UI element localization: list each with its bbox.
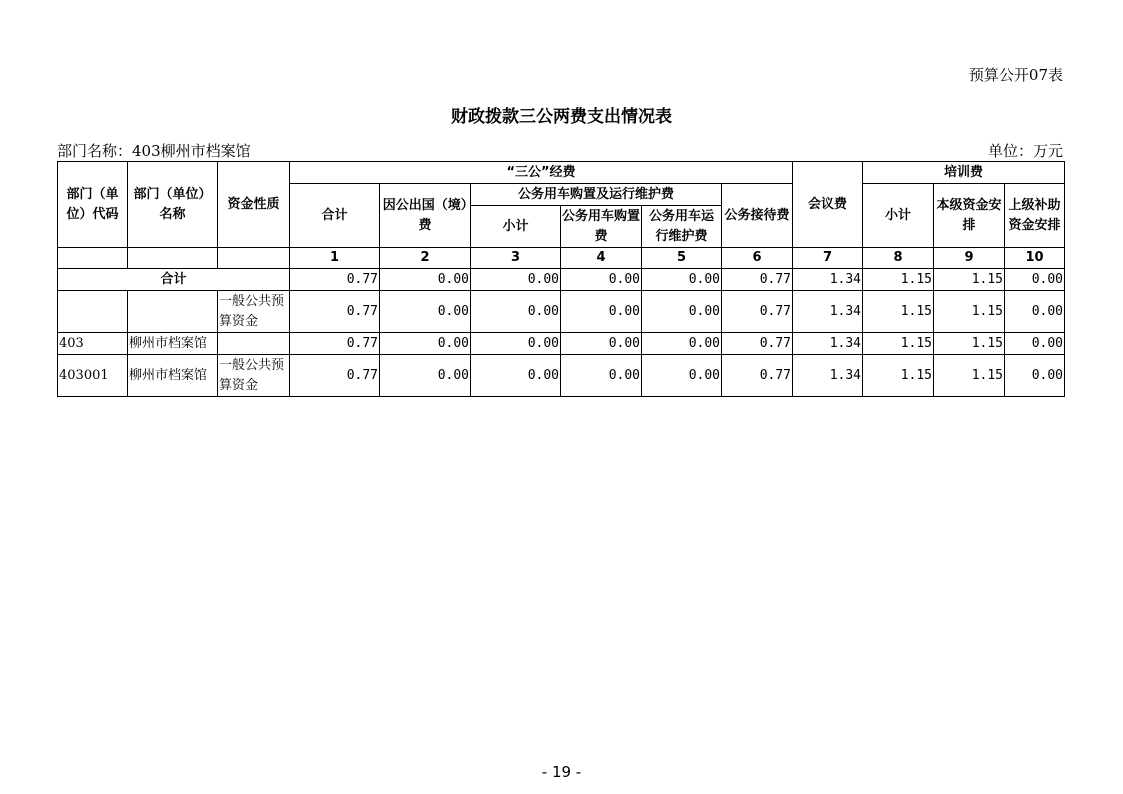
header-training-subtotal: 小计 xyxy=(863,184,934,248)
header-reception: 公务接待费 xyxy=(722,184,793,248)
table-cell: 1.34 xyxy=(793,291,863,333)
header-fund-type: 资金性质 xyxy=(218,162,290,248)
col-index: 6 xyxy=(722,248,793,269)
table-cell: 0.00 xyxy=(561,355,642,397)
table-cell: 0.00 xyxy=(1005,269,1065,291)
table-cell: 0.00 xyxy=(642,291,722,333)
table-cell: 0.00 xyxy=(1005,291,1065,333)
table-cell: 0.00 xyxy=(642,269,722,291)
col-index: 2 xyxy=(380,248,471,269)
table-row xyxy=(58,355,1065,397)
table-cell: 0.00 xyxy=(561,291,642,333)
table-cell: 0.00 xyxy=(380,291,471,333)
header-vehicle-subtotal: 小计 xyxy=(471,206,561,248)
header-training-local: 本级资金安排 xyxy=(934,184,1005,248)
col-index: 9 xyxy=(934,248,1005,269)
table-cell: 1.15 xyxy=(863,355,934,397)
table-cell: 0.00 xyxy=(471,333,561,355)
table-cell: 0.00 xyxy=(561,333,642,355)
table-row xyxy=(58,291,1065,333)
header-vehicle-operation: 公务用车运行维护费 xyxy=(642,206,722,248)
col-index: 5 xyxy=(642,248,722,269)
col-index: 4 xyxy=(561,248,642,269)
fund-type-cell xyxy=(218,333,290,355)
header-three-public: “三公”经费 xyxy=(290,162,793,184)
form-code: 预算公开07表 xyxy=(968,66,1063,84)
table-cell: 1.34 xyxy=(793,333,863,355)
table-cell: 1.15 xyxy=(934,333,1005,355)
table-cell: 1.34 xyxy=(793,269,863,291)
dept-name-cell xyxy=(128,291,218,333)
fund-type-cell: 一般公共预算资金 xyxy=(218,355,290,397)
header-three-public-total: 合计 xyxy=(290,184,380,248)
header-dept-code: 部门（单位）代码 xyxy=(58,162,128,248)
table-cell: 0.00 xyxy=(642,333,722,355)
header-training-upper: 上级补助资金安排 xyxy=(1005,184,1065,248)
col-index: 1 xyxy=(290,248,380,269)
dept-name-cell: 柳州市档案馆 xyxy=(128,355,218,397)
unit-label: 单位：万元 xyxy=(987,142,1063,160)
dept-code-cell: 403001 xyxy=(58,355,128,397)
header-dept-name: 部门（单位）名称 xyxy=(128,162,218,248)
table-cell: 0.00 xyxy=(471,269,561,291)
col-index: 8 xyxy=(863,248,934,269)
total-label: 合计 xyxy=(58,269,290,291)
header-vehicle: 公务用车购置及运行维护费 xyxy=(471,184,722,206)
table-cell: 0.77 xyxy=(290,333,380,355)
table-cell: 0.00 xyxy=(380,269,471,291)
table-cell: 1.15 xyxy=(863,333,934,355)
table-cell: 0.00 xyxy=(1005,355,1065,397)
table-cell: 1.15 xyxy=(863,291,934,333)
table-cell: 0.00 xyxy=(642,355,722,397)
header-training: 培训费 xyxy=(863,162,1065,184)
table-cell: 0.00 xyxy=(471,291,561,333)
col-index: 3 xyxy=(471,248,561,269)
table-cell: 0.00 xyxy=(471,355,561,397)
dept-code-cell: 403 xyxy=(58,333,128,355)
table-cell: 1.15 xyxy=(863,269,934,291)
fund-type-cell: 一般公共预算资金 xyxy=(218,291,290,333)
header-vehicle-purchase: 公务用车购置费 xyxy=(561,206,642,248)
table-row xyxy=(58,333,1065,355)
table-cell: 0.77 xyxy=(722,291,793,333)
dept-name-cell: 柳州市档案馆 xyxy=(128,333,218,355)
table-cell: 0.00 xyxy=(380,355,471,397)
table-cell: 0.77 xyxy=(722,355,793,397)
table-cell: 0.00 xyxy=(380,333,471,355)
page-number: - 19 - xyxy=(541,763,582,781)
header-abroad: 因公出国（境）费 xyxy=(380,184,471,248)
table-cell: 1.15 xyxy=(934,355,1005,397)
table-cell: 0.77 xyxy=(290,291,380,333)
table-cell: 0.77 xyxy=(290,355,380,397)
table-cell: 1.34 xyxy=(793,355,863,397)
page-title: 财政拨款三公两费支出情况表 xyxy=(451,107,672,127)
dept-code-cell xyxy=(58,291,128,333)
table-cell: 1.15 xyxy=(934,269,1005,291)
table-cell: 0.77 xyxy=(722,333,793,355)
table-cell: 0.00 xyxy=(1005,333,1065,355)
table-cell: 1.15 xyxy=(934,291,1005,333)
department-label: 部门名称：403柳州市档案馆 xyxy=(57,142,251,160)
table-cell: 0.00 xyxy=(561,269,642,291)
total-row xyxy=(58,269,1065,291)
col-index: 7 xyxy=(793,248,863,269)
header-meeting: 会议费 xyxy=(793,162,863,248)
table-cell: 0.77 xyxy=(290,269,380,291)
table-cell: 0.77 xyxy=(722,269,793,291)
col-index: 10 xyxy=(1005,248,1065,269)
expense-table xyxy=(57,161,1065,397)
